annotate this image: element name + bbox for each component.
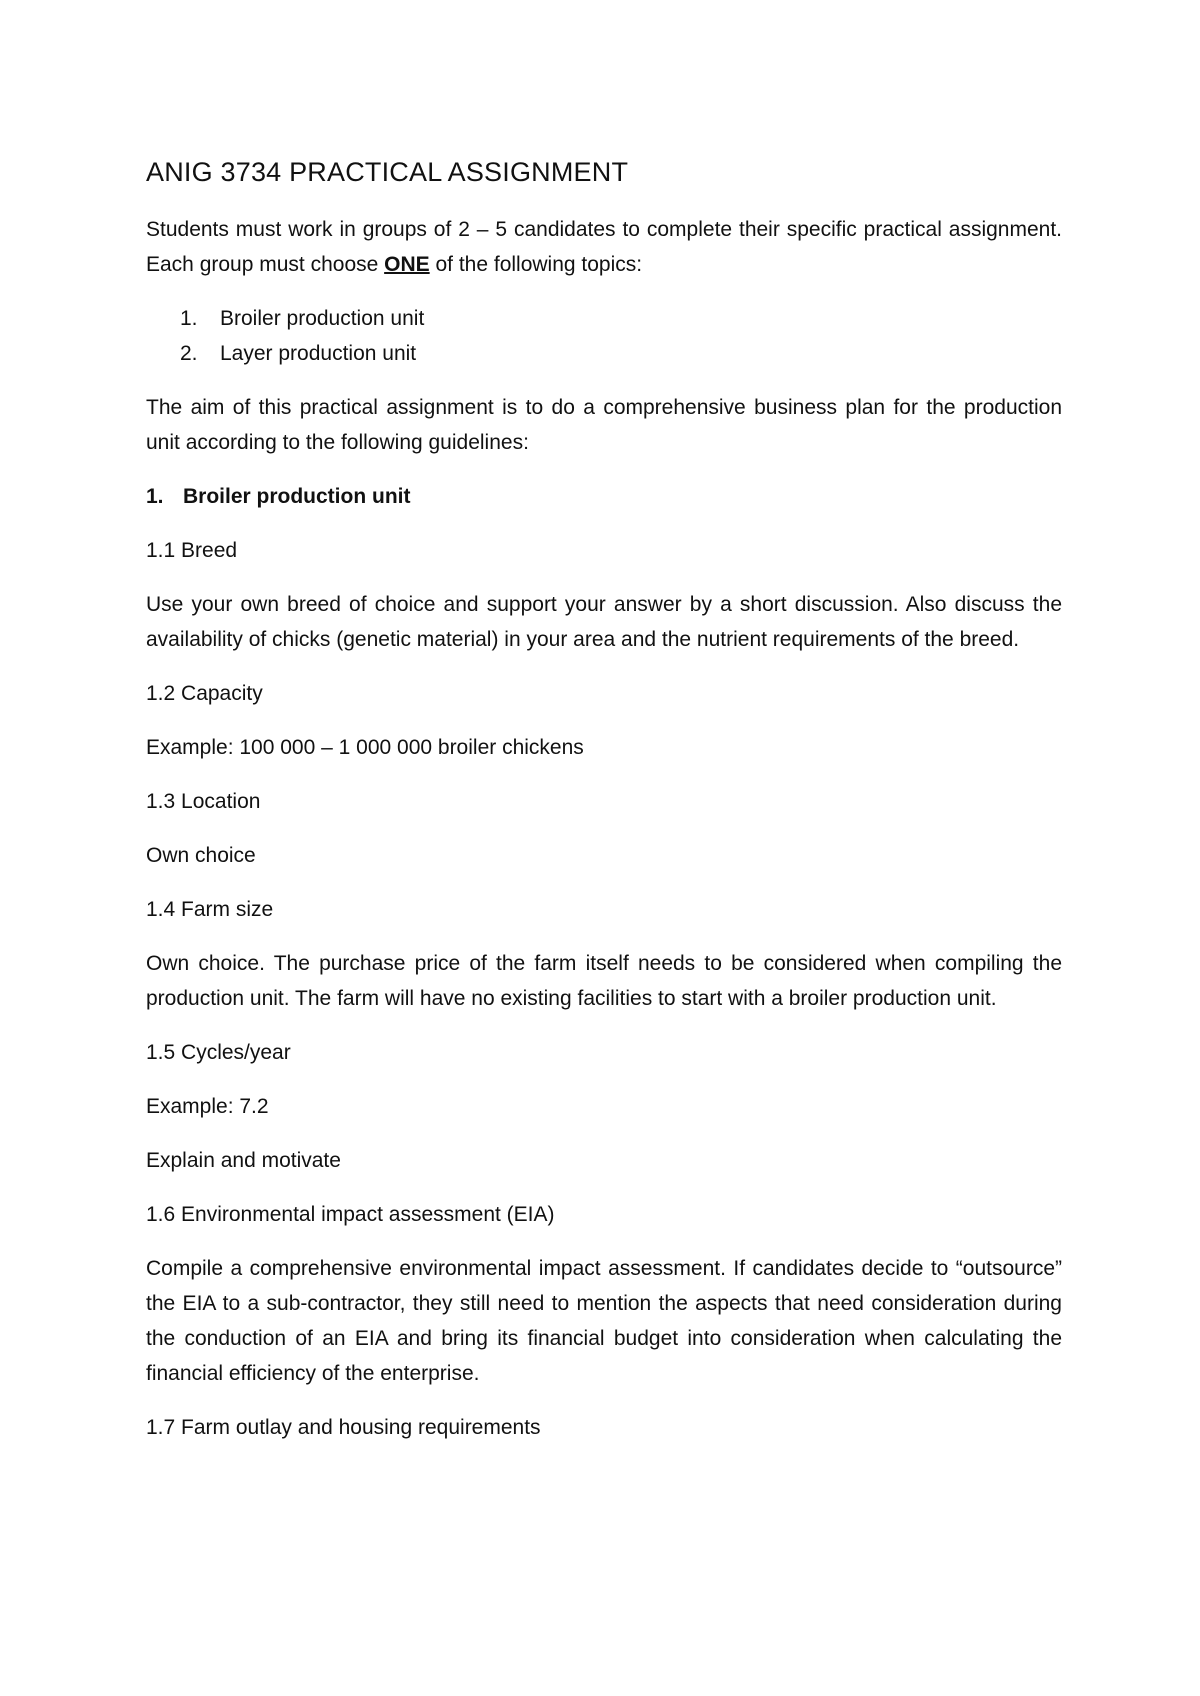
- topic-label: Broiler production unit: [220, 307, 425, 330]
- document-title: ANIG 3734 PRACTICAL ASSIGNMENT: [146, 157, 629, 187]
- subsection-heading-cycles: 1.5 Cycles/year: [146, 1041, 291, 1064]
- intro-emphasis: ONE: [384, 253, 430, 276]
- topic-item: [146, 336, 1062, 371]
- aim-paragraph: The aim of this practical assignment is to do a comprehensive business plan for the production unit according to the following guidelines:: [146, 396, 1062, 454]
- section-title: Broiler production unit: [183, 485, 411, 508]
- cycles-example-paragraph: Example: 7.2: [146, 1095, 269, 1118]
- intro-text-after: of the following topics:: [429, 253, 643, 276]
- location-paragraph: Own choice: [146, 844, 256, 867]
- topic-label: Layer production unit: [220, 342, 417, 365]
- subsection-heading-breed: 1.1 Breed: [146, 539, 238, 562]
- section-heading: [146, 479, 1062, 514]
- topic-number: 2.: [180, 342, 198, 365]
- farm-size-paragraph: Own choice. The purchase price of the farm itself needs to be considered when compiling the production unit. The farm will have no existing facilities to start with a broiler production unit.: [146, 952, 1062, 1010]
- topic-item: [146, 301, 1062, 336]
- cycles-explain-paragraph: Explain and motivate: [146, 1149, 341, 1172]
- section-number: 1.: [146, 485, 164, 508]
- subsection-heading-eia: 1.6 Environmental impact assessment (EIA): [146, 1203, 555, 1226]
- subsection-heading-farm-outlay: 1.7 Farm outlay and housing requirements: [146, 1416, 541, 1439]
- subsection-heading-farm-size: 1.4 Farm size: [146, 898, 274, 921]
- eia-paragraph: Compile a comprehensive environmental impact assessment. If candidates decide to “outsource” the EIA to a sub-contractor, they still need to mention the aspects that need consideration during the conduction of an EIA and bring its financial budget into consideration when calculating the financial efficiency of the enterprise.: [146, 1257, 1062, 1385]
- breed-paragraph: Use your own breed of choice and support your answer by a short discussion. Also discuss the availability of chicks (genetic material) in your area and the nutrient requirements of the breed.: [146, 593, 1062, 651]
- intro-paragraph: [146, 212, 1062, 282]
- subsection-heading-location: 1.3 Location: [146, 790, 261, 813]
- topic-list: [146, 301, 1062, 371]
- capacity-paragraph: Example: 100 000 – 1 000 000 broiler chickens: [146, 736, 584, 759]
- intro-text-before: Students must work in groups of 2 – 5 candidates to complete their specific practical assignment. Each group must choose: [146, 218, 1062, 276]
- topic-number: 1.: [180, 307, 198, 330]
- subsection-heading-capacity: 1.2 Capacity: [146, 682, 263, 705]
- document-page: [146, 140, 1062, 1464]
